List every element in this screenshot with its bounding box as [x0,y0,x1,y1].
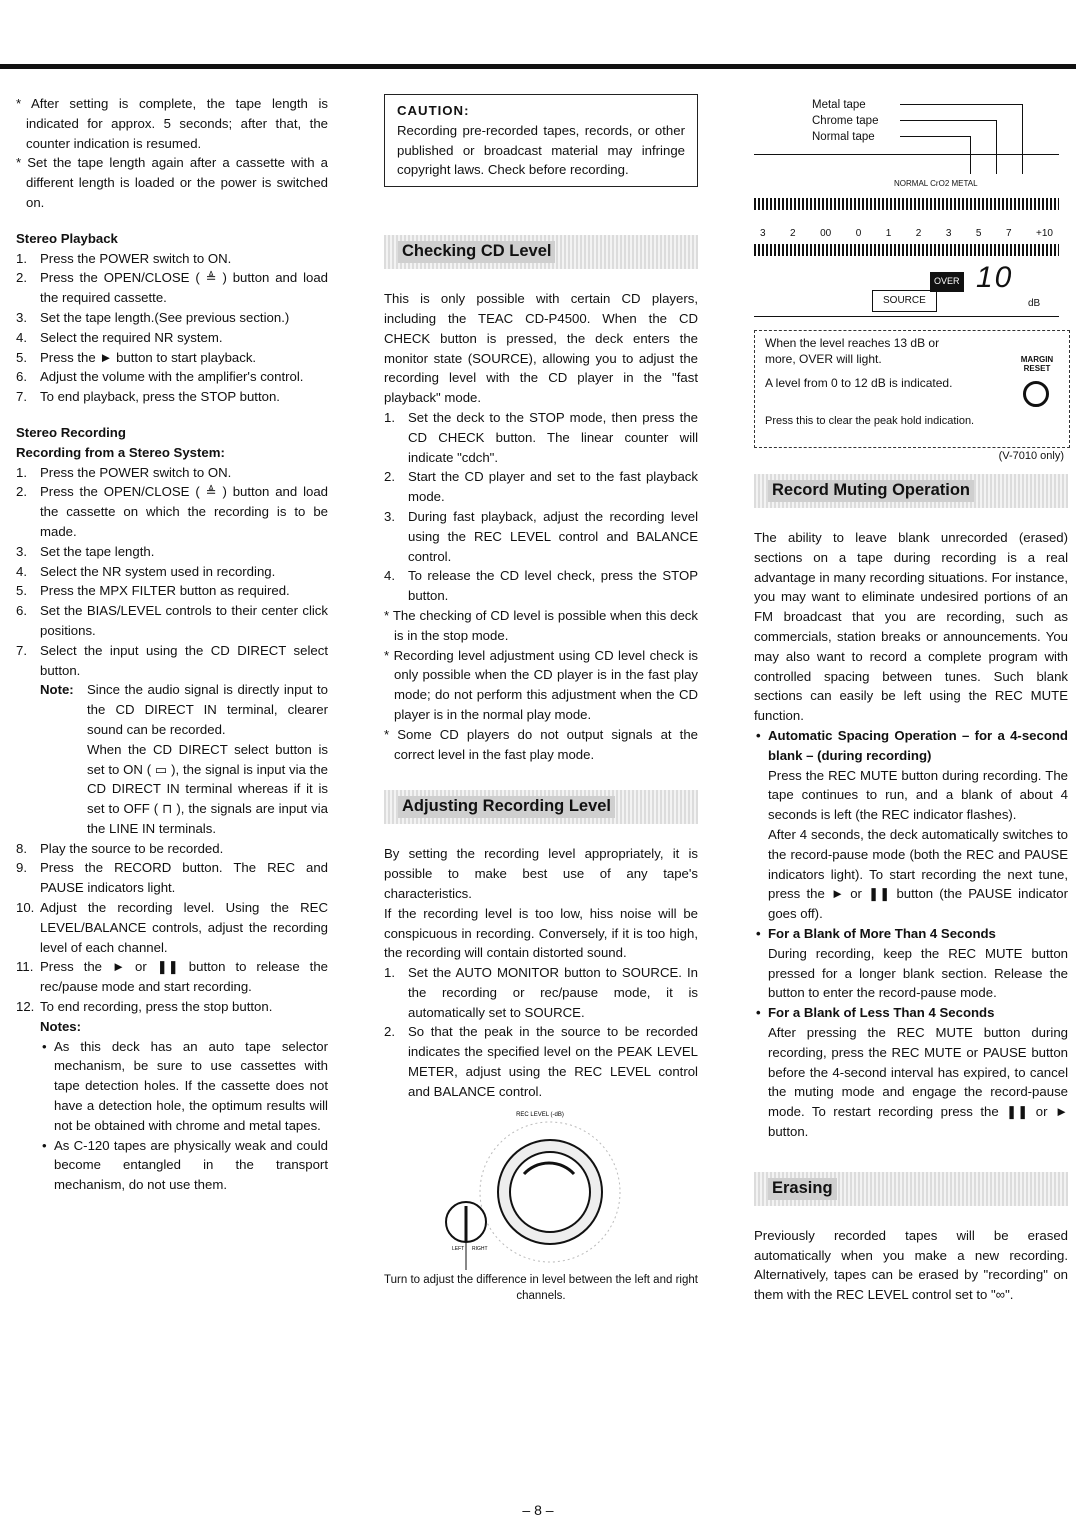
item-number: 2. [16,484,27,500]
model-note: (V-7010 only) [998,450,1064,462]
rec-level-knob-figure [384,1102,698,1272]
item-text: So that the peak in the source to be recorded indicates the specified level on the PEAK LEVEL METER, adjust using the REC LEVEL control and BALANCE control. [408,1024,698,1099]
item-text: Set the deck to the STOP mode, then press the CD CHECK button. The linear counter will indicate "cdch". [408,409,698,465]
leader-line [1022,104,1023,174]
item-text: Select the NR system used in recording. [40,563,276,579]
knob-left-label: LEFT [452,1245,465,1252]
list-item [16,839,328,859]
item-text: To end playback, press the STOP button. [40,389,280,405]
caution-text: Recording pre-recorded tapes, records, or other published or broadcast material may infringe copyright laws. Check before recording. [397,122,685,178]
list-item [16,463,328,483]
cd-note: * Recording level adjustment using CD level check is only possible when the CD player is in the fast play mode; do not perform this adjustment when the CD player is in the normal play mode. [384,647,698,722]
item-text: Select the input using the CD DIRECT select button. [40,642,328,678]
leader-line [900,104,1022,105]
scale-tick: 7 [1005,228,1012,239]
intro-note-1: * After setting is complete, the tape length is indicated for approx. 5 seconds; after that, the counter indication is resumed. [16,96,328,151]
knob-caption: Turn to adjust the difference in level between the left and right channels. [384,1273,698,1302]
notes-list [40,1037,328,1195]
more-than-heading: • For a Blank of More Than 4 Seconds [754,924,1068,944]
list-item [16,562,328,582]
auto-spacing-p1: Press the REC MUTE button during recording. The tape continues to run, and a blank of about 4 seconds is left (the REC indicator flashes). [768,767,1068,823]
list-item [16,308,328,328]
item-number: 12. [16,999,35,1015]
section-band-erase [754,1172,1068,1206]
item-text: Set the AUTO MONITOR button to SOURCE. In the recording or rec/pause mode, it is automatically set to SOURCE. [408,965,698,1020]
leader-line [900,136,970,137]
normal-tape-label: Normal tape [812,131,875,143]
notes-block [16,1017,328,1195]
item-text: Select the required NR system. [40,329,223,345]
level-digit: 10 [976,261,1014,294]
auto-spacing-body [754,766,1068,924]
list-item [16,997,328,1017]
list-item [16,482,328,541]
more-than-text: During recording, keep the REC MUTE button pressed for a longer blank section. Release the button to enter the record-pause mode. [768,945,1068,1001]
mute-options [754,1003,1068,1023]
item-text: During fast playback, adjust the recording level using the REC LEVEL control and BALANCE control. [408,508,698,564]
callout-range: A level from 0 to 12 dB is indicated. [765,376,953,390]
list-item [16,542,328,562]
item-text: Set the tape length. [40,543,155,559]
db-unit: dB [1028,298,1041,309]
list-item [16,898,328,957]
item-text: Adjust the volume with the amplifier's control. [40,369,304,385]
note-text-2: When the CD DIRECT select button is set to ON ( ▭ ), the signal is input via the CD DIRECT IN terminal whereas if it is set to OFF ( ⊓ ), the signals are input via the LINE IN terminals. [87,741,328,836]
column-middle [384,94,698,1304]
scale-tick: 2 [790,228,796,239]
recording-heading: Stereo Recording [16,424,126,440]
column-left [16,94,328,1195]
item-number: 1. [16,464,27,480]
item-number: 9. [16,860,27,876]
scale-tick: 0 [855,228,862,239]
cd-note: * Some CD players do not output signals at the correct level in the fast play mode. [384,726,698,762]
item-text: Press the OPEN/CLOSE ( ≜ ) button and load the required cassette. [40,270,328,306]
leader-line [900,120,996,121]
meter-callout-box [754,330,1070,448]
item-number: 4. [16,563,27,579]
item-number: 2. [384,469,395,485]
item-number: 1. [384,409,395,425]
note-text-1: Since the audio signal is directly input to the CD DIRECT IN terminal, clearer sound can be recorded. [87,682,328,737]
cd-note: * The checking of CD level is possible when this deck is in the stop mode. [384,607,698,643]
item-number: 3. [16,309,27,325]
item-number: 3. [384,508,395,524]
callout-over: When the level reaches 13 dB or more, OVER will light. [765,336,940,366]
list-item [16,268,328,308]
section-band-adjust [384,790,698,824]
recording-subheading: Recording from a Stereo System: [16,444,225,460]
item-number: 4. [16,329,27,345]
scale-tick: +10 [1035,228,1053,239]
top-rule [0,64,1076,69]
notes-label: Notes: [40,1018,82,1034]
item-number: 6. [16,369,27,385]
display-lower [754,261,1072,330]
intro-note-2: * Set the tape length again after a cassette with a different length is loaded or the power is switched on. [16,155,328,210]
chrome-tape-label: Chrome tape [812,115,879,127]
cd-intro: This is only possible with certain CD players, including the TEAC CD-P4500. When the CD CHECK button is pressed, the deck enters the monitor state (SOURCE), allowing you to adjust the recording level with the CD player in the "fast playback" mode. [384,291,698,406]
meter-scale [754,224,1059,244]
list-item [16,601,328,641]
item-text: Press the POWER switch to ON. [40,250,232,266]
leader-line [996,120,997,174]
item-number: 1. [16,250,27,266]
item-text: Press the ► button to start playback. [40,349,257,365]
item-number: 5. [16,349,27,365]
list-item [384,566,698,606]
list-item [384,467,698,507]
item-text: Press the RECORD button. The REC and PAUSE indicators light. [40,860,328,896]
auto-spacing-heading: • Automatic Spacing Operation – for a 4-second blank – (during recording) [754,726,1068,766]
item-text: Adjust the recording level. Using the REC LEVEL/BALANCE controls, adjust the recording level of each channel. [40,900,328,955]
list-item [384,408,698,467]
leader-line [970,136,971,174]
knob-illustration [384,1102,698,1272]
playback-steps [16,249,328,407]
item-number: 1. [384,965,395,981]
list-item [16,348,328,368]
item-text: Press the MPX FILTER button as required. [40,583,290,599]
scale-tick: 3 [945,228,952,239]
mute-options [754,726,1068,766]
caution-title: CAUTION: [397,103,470,118]
source-indicator: SOURCE [872,290,937,312]
item-text: Press the OPEN/CLOSE ( ≜ ) button and load the cassette on which the recording is to be made. [40,484,328,539]
list-item [16,249,328,269]
page-number: – 8 – [522,1502,554,1518]
item-number: 8. [16,840,27,856]
note-label: Note: [40,682,74,698]
margin-reset-label: MARGIN RESET [1020,355,1054,373]
list-item [16,957,328,997]
note-body [87,680,328,838]
caution-box [384,94,698,187]
less-than-text: After pressing the REC MUTE button during recording, press the REC MUTE or PAUSE button before the 4-second interval has expired, to cancel the muting mode and engage the record-pause mode. To restart recording press the ❚❚ or ► button. [768,1024,1068,1139]
cd-heading: Checking CD Level [398,241,555,263]
item-text: To end recording, press the stop button. [40,999,273,1015]
item-text: To release the CD level check, press the STOP button. [408,568,698,604]
peak-level-meter-figure [754,94,1072,272]
list-item [16,641,328,681]
column-right [754,94,1068,1305]
recording-steps-a [16,463,328,681]
erase-text: Previously recorded tapes will be erased automatically when you make a new recording. Alternatively, tapes can be erased by "recording" on them with the REC LEVEL control set to "∞". [754,1227,1068,1303]
mute-intro: The ability to leave blank unrecorded (erased) sections on a tape during recording is a real advantage in many recording situations. For instance, you may want to eliminate undesired portions of an FM broadcast that you are recording, such as commercials, station breaks or announcements. You may also want to record a complete program with controlled spacing between tunes. Such blank sections can easily be left using the REC MUTE function. [754,530,1068,724]
knob-right-label: RIGHT [472,1245,488,1252]
item-number: 7. [16,389,27,405]
erase-heading: Erasing [768,1178,837,1200]
tape-type-indicators: NORMAL CrO2 METAL [894,179,978,188]
over-indicator: OVER [930,272,964,292]
list-item [16,367,328,387]
adjust-p2: If the recording level is too low, hiss noise will be conspicuous in recording. Conversely, if it is too high, the recording will contain distorted sound. [384,905,698,961]
item-number: 10. [16,900,35,916]
item-text: Set the BIAS/LEVEL controls to their center click positions. [40,603,328,638]
display-border-bottom [754,316,1059,317]
item-number: 5. [16,583,27,599]
item-number: 2. [384,1024,395,1040]
scale-tick: 3 [760,228,766,239]
item-number: 11. [16,959,34,975]
item-text: Start the CD player and set to the fast playback mode. [408,469,698,505]
list-item [16,858,328,898]
scale-tick: 1 [885,228,892,239]
adjust-p1: By setting the recording level appropriately, it is possible to make best use of any tape's characteristics. [384,846,698,901]
section-band-cd [384,235,698,269]
section-band-mute [754,474,1068,508]
mute-options [754,924,1068,944]
list-item [16,387,328,407]
adjust-heading: Adjusting Recording Level [398,796,615,818]
note-item: • As this deck has an auto tape selector mechanism, be sure to use cassettes with tape detection holes. If the cassette does not have a detection hole, the optimum results will not be obtained with chrome and metal tapes. [40,1037,328,1136]
item-number: 4. [384,568,395,584]
knob-label: REC LEVEL (-dB) [516,1111,564,1118]
mute-heading: Record Muting Operation [768,480,974,502]
metal-tape-label: Metal tape [812,99,866,111]
meter-strip-right [754,244,1059,256]
cd-direct-note [16,680,328,838]
less-than-heading: • For a Blank of Less Than 4 Seconds [754,1003,1068,1023]
display-border [754,154,1059,155]
adjust-steps [384,963,698,1102]
item-text: Press the POWER switch to ON. [40,464,232,480]
list-item [384,963,698,1022]
item-text: Set the tape length.(See previous section.) [40,309,290,325]
item-number: 3. [16,543,27,559]
scale-tick: 2 [915,228,922,239]
item-text: Play the source to be recorded. [40,840,224,856]
margin-reset-button[interactable] [1023,381,1049,407]
list-item [16,328,328,348]
item-number: 7. [16,642,27,658]
auto-spacing-p2: After 4 seconds, the deck automatically switches to the record-pause mode (both the REC and PAUSE indicators light). To start recording the next tune, press the ► or ❚❚ button (the PAUSE indicator goes off). [768,826,1068,922]
item-text: Press the ► or ❚❚ button to release the rec/pause mode and start recording. [40,959,328,995]
scale-tick: 5 [975,228,982,239]
note-item: • As C-120 tapes are physically weak and could become entangled in the transport mechanism, do not use them. [40,1136,328,1195]
recording-steps-b [16,839,328,1017]
scale-tick: 00 [820,228,832,239]
cd-steps [384,408,698,606]
list-item [16,581,328,601]
meter-strip-left [754,198,1059,210]
list-item [384,507,698,566]
item-number: 2. [16,270,27,286]
list-item [384,1022,698,1101]
callout-reset: Press this to clear the peak hold indication. [765,415,975,427]
item-number: 6. [16,603,27,619]
playback-heading: Stereo Playback [16,230,118,246]
